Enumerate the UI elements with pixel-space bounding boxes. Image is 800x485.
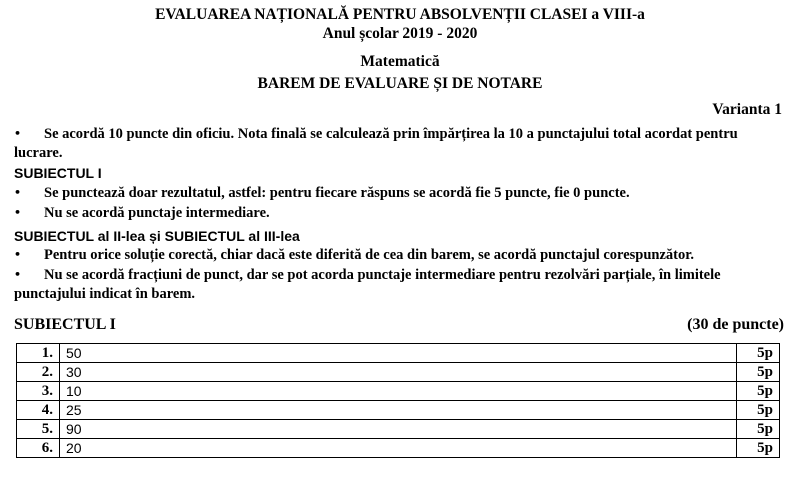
rule-text: Pentru orice soluție corectă, chiar dacă este diferită de cea din barem, se acordă punctajul corespunzător.: [44, 247, 694, 263]
item-number: 4.: [17, 401, 60, 420]
table-row: [17, 439, 780, 458]
subiect23-rule-item: [14, 266, 784, 303]
item-number: 1.: [17, 344, 60, 363]
variant-label: Varianta 1: [712, 101, 782, 118]
table-row: [17, 382, 780, 401]
school-year: Anul școlar 2019 - 2020: [322, 25, 478, 42]
bullet-icon: •: [14, 268, 22, 281]
answer-table: [16, 343, 780, 458]
table-row: [17, 401, 780, 420]
item-answer: 50: [60, 344, 737, 363]
bullet-icon: •: [14, 206, 22, 219]
rule-text: Se punctează doar rezultatul, astfel: pentru fiecare răspuns se acordă fie 5 puncte, fie 0 puncte.: [44, 185, 630, 201]
table-row: [17, 420, 780, 439]
item-answer: 30: [60, 363, 737, 382]
subiect23-rules-heading: SUBIECTUL al II-lea și SUBIECTUL al III-lea: [14, 228, 300, 244]
subiect1-rule-item: [14, 204, 784, 223]
item-answer: 25: [60, 401, 737, 420]
subiect1-rule-item: [14, 184, 784, 203]
general-rule-text: Se acordă 10 puncte din oficiu. Nota finală se calculează prin împărțirea la 10 a punctajului total acordat pentru lucrare.: [14, 126, 738, 161]
item-answer: 90: [60, 420, 737, 439]
rule-text: Nu se acordă fracțiuni de punct, dar se pot acorda punctaje intermediare pentru rezolvări parțiale, în limitele punctajului indicat în barem.: [14, 267, 721, 302]
bullet-icon: •: [14, 248, 22, 261]
subiect23-rule-item: [14, 246, 784, 265]
subiect1-rules-heading: SUBIECTUL I: [14, 165, 102, 181]
bullet-icon: •: [14, 186, 22, 199]
table-row: [17, 363, 780, 382]
item-number: 5.: [17, 420, 60, 439]
item-number: 6.: [17, 439, 60, 458]
item-points: 5p: [737, 439, 780, 458]
subiect1-points: (30 de puncte): [687, 316, 784, 333]
item-points: 5p: [737, 401, 780, 420]
item-answer: 20: [60, 439, 737, 458]
subiect1-section-header: [14, 315, 784, 335]
exam-title: EVALUAREA NAȚIONALĂ PENTRU ABSOLVENȚII CLASEI a VIII-a: [155, 6, 645, 23]
item-points: 5p: [737, 420, 780, 439]
item-points: 5p: [737, 363, 780, 382]
item-points: 5p: [737, 382, 780, 401]
item-number: 3.: [17, 382, 60, 401]
item-number: 2.: [17, 363, 60, 382]
bullet-icon: •: [14, 127, 22, 140]
rule-text: Nu se acordă punctaje intermediare.: [44, 205, 270, 221]
document-title: BAREM DE EVALUARE ȘI DE NOTARE: [257, 75, 543, 92]
subiect1-title: SUBIECTUL I: [14, 316, 116, 333]
item-answer: 10: [60, 382, 737, 401]
subject-name: Matematică: [360, 53, 440, 70]
table-row: [17, 344, 780, 363]
item-points: 5p: [737, 344, 780, 363]
general-rule: [14, 125, 784, 162]
